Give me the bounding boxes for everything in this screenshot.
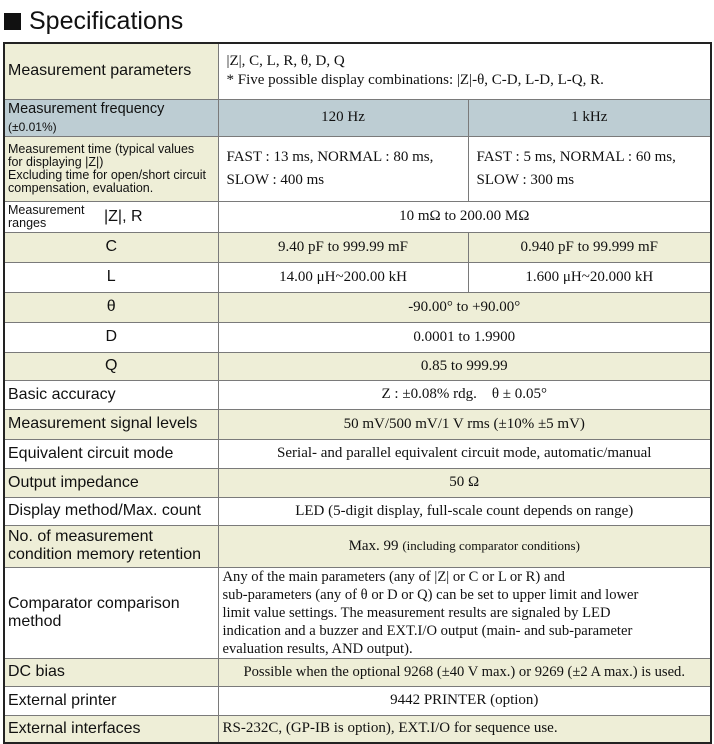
value-ranges-q: 0.85 to 999.99 xyxy=(218,352,711,380)
label-time-line2: for displaying |Z|) xyxy=(8,154,104,169)
label-time-line3: Excluding time for open/short circuit xyxy=(8,167,207,182)
value-measurement-parameters xyxy=(218,43,711,99)
label-display-method: Display method/Max. count xyxy=(4,497,218,525)
label-ranges-d: D xyxy=(4,322,218,352)
label-ranges-theta: θ xyxy=(4,292,218,322)
value-ranges-l-1khz: 1.600 μH~20.000 kH xyxy=(468,262,711,292)
row-ranges-d xyxy=(4,322,711,352)
value-output-impedance: 50 Ω xyxy=(218,468,711,497)
page-title xyxy=(4,5,183,37)
value-time-120hz-line2: SLOW : 400 ms xyxy=(226,171,325,188)
value-memory-retention xyxy=(218,525,711,567)
value-time-1khz xyxy=(468,136,711,201)
label-equivalent-circuit: Equivalent circuit mode xyxy=(4,439,218,468)
label-measurement-time xyxy=(4,136,218,201)
label-ranges-q: Q xyxy=(4,352,218,380)
value-time-120hz-line1: FAST : 13 ms, NORMAL : 80 ms, xyxy=(226,148,434,165)
value-ranges-theta: -90.00° to +90.00° xyxy=(218,292,711,322)
label-ranges-c: C xyxy=(4,232,218,262)
row-ranges-theta xyxy=(4,292,711,322)
value-comparator-line5: evaluation results, AND output). xyxy=(222,640,413,657)
title-square-icon xyxy=(4,13,21,30)
label-external-printer: External printer xyxy=(4,686,218,715)
label-ranges-l: L xyxy=(4,262,218,292)
row-ranges-q xyxy=(4,352,711,380)
value-equivalent-circuit: Serial- and parallel equivalent circuit mode, automatic/manual xyxy=(218,439,711,468)
value-display-method: LED (5-digit display, full-scale count depends on range) xyxy=(218,497,711,525)
value-time-1khz-line1: FAST : 5 ms, NORMAL : 60 ms, xyxy=(476,148,676,165)
value-dc-bias: Possible when the optional 9268 (±40 V max.) or 9269 (±2 A max.) is used. xyxy=(218,658,711,686)
row-ranges-z xyxy=(4,201,711,232)
value-basic-accuracy: Z : ±0.08% rdg. θ ± 0.05° xyxy=(218,380,711,409)
value-ranges-c-120hz: 9.40 pF to 999.99 mF xyxy=(218,232,468,262)
row-measurement-frequency xyxy=(4,99,711,136)
label-measurement-frequency xyxy=(4,99,218,136)
label-memory-retention xyxy=(4,525,218,567)
row-measurement-time xyxy=(4,136,711,201)
value-ranges-d: 0.0001 to 1.9900 xyxy=(218,322,711,352)
row-equivalent-circuit xyxy=(4,439,711,468)
value-external-printer: 9442 PRINTER (option) xyxy=(218,686,711,715)
label-basic-accuracy: Basic accuracy xyxy=(4,380,218,409)
value-comparator-line1: Any of the main parameters (any of |Z| or C or L or R) and xyxy=(222,568,565,585)
value-parameters-line1: |Z|, C, L, R, θ, D, Q xyxy=(226,53,345,70)
value-signal-levels: 50 mV/500 mV/1 V rms (±10% ±5 mV) xyxy=(218,409,711,439)
value-time-1khz-line2: SLOW : 300 ms xyxy=(476,171,575,188)
label-comparator-line2: method xyxy=(8,612,62,630)
row-comparator xyxy=(4,567,711,658)
row-display-method xyxy=(4,497,711,525)
value-external-interfaces: RS-232C, (GP-IB is option), EXT.I/O for sequence use. xyxy=(218,715,711,743)
row-ranges-c xyxy=(4,232,711,262)
label-signal-levels: Measurement signal levels xyxy=(4,409,218,439)
label-output-impedance: Output impedance xyxy=(4,468,218,497)
row-ranges-l xyxy=(4,262,711,292)
row-memory-retention xyxy=(4,525,711,567)
label-memory-line1: No. of measurement xyxy=(8,528,153,545)
row-external-interfaces xyxy=(4,715,711,743)
label-ranges-z xyxy=(4,201,218,232)
label-memory-line2: condition memory retention xyxy=(8,546,201,563)
row-basic-accuracy xyxy=(4,380,711,409)
value-comparator-line3: limit value settings. The measurement results are signaled by LED xyxy=(222,604,611,621)
value-parameters-line2: * Five possible display combinations: |Z|-θ, C-D, L-D, L-Q, R. xyxy=(226,72,604,89)
value-ranges-l-120hz: 14.00 μH~200.00 kH xyxy=(218,262,468,292)
label-ranges-line2: ranges xyxy=(8,215,47,230)
label-dc-bias: DC bias xyxy=(4,658,218,686)
value-memory-main: Max. 99 xyxy=(348,538,399,554)
page-title-text: Specifications xyxy=(29,6,184,35)
row-output-impedance xyxy=(4,468,711,497)
label-ranges-measurement xyxy=(8,204,104,230)
row-external-printer xyxy=(4,686,711,715)
value-frequency-1khz: 1 kHz xyxy=(468,99,711,136)
label-comparator xyxy=(4,567,218,658)
label-measurement-parameters: Measurement parameters xyxy=(4,43,218,99)
value-ranges-c-1khz: 0.940 pF to 99.999 mF xyxy=(468,232,711,262)
label-time-line1: Measurement time (typical values xyxy=(8,141,195,156)
label-frequency-text: Measurement frequency xyxy=(8,100,165,117)
row-dc-bias xyxy=(4,658,711,686)
value-comparator-line4: indication and a buzzer and EXT.I/O output (main- and sub-parameter xyxy=(222,622,633,639)
row-measurement-parameters xyxy=(4,43,711,99)
label-external-interfaces: External interfaces xyxy=(4,715,218,743)
label-time-line4: compensation, evaluation. xyxy=(8,180,154,195)
value-frequency-120hz: 120 Hz xyxy=(218,99,468,136)
value-memory-suffix: (including comparator conditions) xyxy=(402,538,580,553)
label-ranges-z-param: |Z|, R xyxy=(104,207,143,225)
value-time-120hz xyxy=(218,136,468,201)
value-comparator-line2: sub-parameters (any of θ or D or Q) can be set to upper limit and lower xyxy=(222,586,639,603)
specifications-table xyxy=(3,42,712,744)
label-ranges-line1: Measurement xyxy=(8,202,85,217)
row-signal-levels xyxy=(4,409,711,439)
value-comparator xyxy=(218,567,711,658)
value-ranges-z: 10 mΩ to 200.00 MΩ xyxy=(218,201,711,232)
label-frequency-suffix: (±0.01%) xyxy=(8,119,57,134)
label-comparator-line1: Comparator comparison xyxy=(8,594,180,612)
